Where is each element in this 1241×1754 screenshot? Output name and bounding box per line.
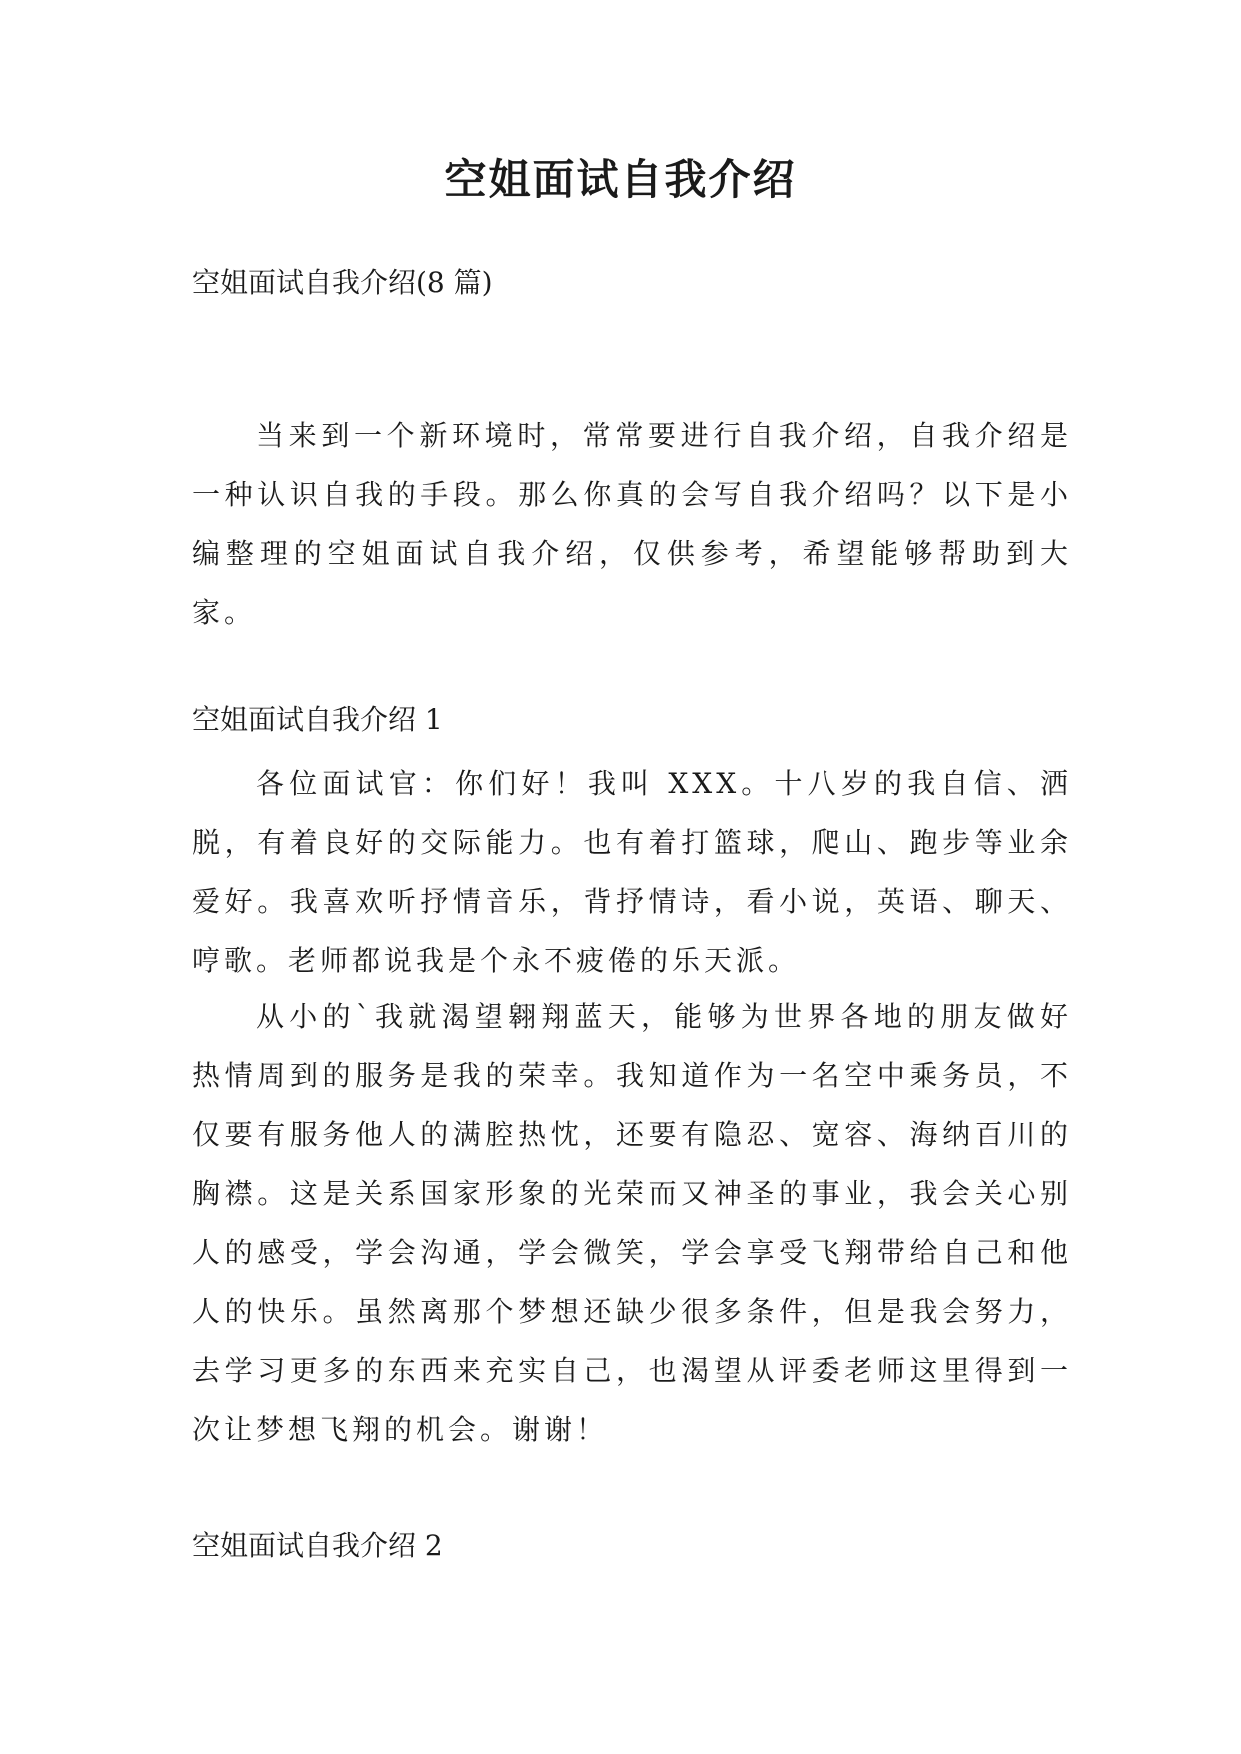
section-heading-1: 空姐面试自我介绍 1 (192, 703, 443, 736)
section-1-paragraph-2: 从小的`我就渴望翱翔蓝天，能够为世界各地的朋友做好热情周到的服务是我的荣幸。我知道作为一名空中乘务员，不仅要有服务他人的满腔热忱，还要有隐忍、宽容、海纳百川的胸襟。这是关系国家形象的光荣而又神圣的事业，我会关心别人的感受，学会沟通，学会微笑，学会享受飞翔带给自己和他人的快乐。虽然离那个梦想还缺少很多条件，但是我会努力，去学习更多的东西来充实自己，也渴望从评委老师这里得到一次让梦想飞翔的机会。谢谢！ (192, 1000, 1072, 1446)
section-1-paragraph-1: 各位面试官：你们好！我叫 XXX。十八岁的我自信、洒脱，有着良好的交际能力。也有着打篮球，爬山、跑步等业余爱好。我喜欢听抒情音乐，背抒情诗，看小说，英语、聊天、哼歌。老师都说我是个永不疲倦的乐天派。 (192, 767, 1072, 977)
document-subtitle: 空姐面试自我介绍(8 篇) (192, 266, 493, 299)
section-heading-2: 空姐面试自我介绍 2 (192, 1529, 443, 1562)
intro-paragraph: 当来到一个新环境时，常常要进行自我介绍，自我介绍是一种认识自我的手段。那么你真的会写自我介绍吗？以下是小编整理的空姐面试自我介绍，仅供参考，希望能够帮助到大家。 (192, 419, 1072, 629)
document-title: 空姐面试自我介绍 (444, 155, 797, 204)
